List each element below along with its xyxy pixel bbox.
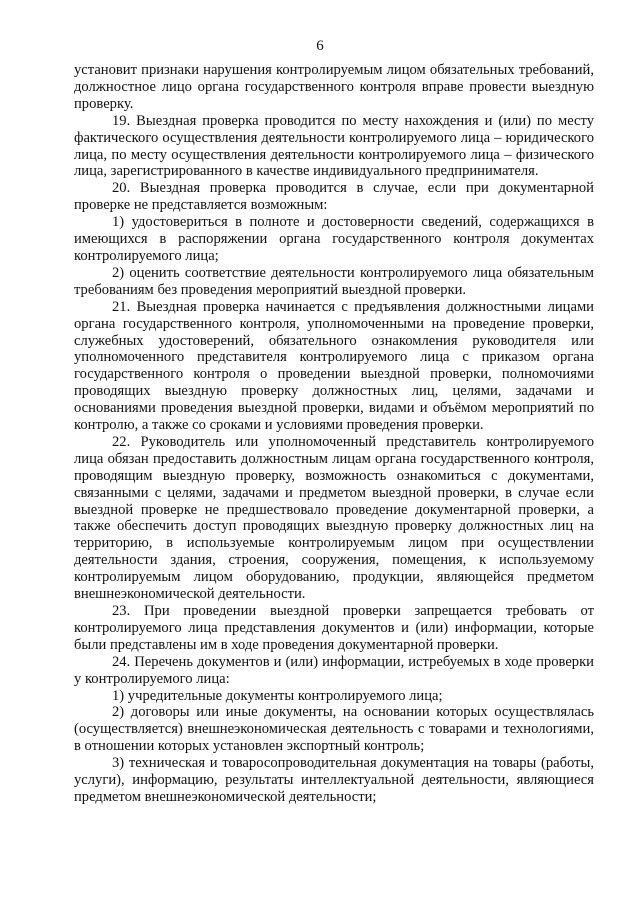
paragraph-20-item-2: 2) оценить соответствие деятельности контролируемого лица обязательным требованиям без проведения мероприятий выездной проверки. [74, 264, 594, 298]
paragraph-19: 19. Выездная проверка проводится по месту нахождения и (или) по месту фактического осуществления деятельности контролируемого лица – юридического лица, по месту осуществления деятельности контролируемого лица – физического лица, зарегистрированного в качестве индивидуального предпринимателя. [74, 112, 594, 180]
paragraph-24-item-3: 3) техническая и товаросопроводительная документация на товары (работы, услуги), информацию, результаты интеллектуальной деятельности, являющиеся предметом внешнеэкономической деятельности; [74, 755, 594, 805]
paragraph-24: 24. Перечень документов и (или) информации, истребуемых в ходе проверки у контролируемого лица: [74, 653, 594, 687]
paragraph-21: 21. Выездная проверка начинается с предъявления должностными лицами органа государственного контроля, уполномоченными на проведение проверки, служебных удостоверений, обязательного ознакомления руководителя или уполномоченного представителя контролируемого лица с приказом органа государственного контроля о проведении выездной проверки, полномочиями проводящих выездную проверку должностных лиц, целями, задачами и основаниями проведения выездной проверки, видами и объёмом мероприятий по контролю, а также со сроками и условиями проведения проверки. [74, 298, 594, 434]
paragraph-22: 22. Руководитель или уполномоченный представитель контролируемого лица обязан предоставить должностным лицам органа государственного контроля, проводящим выездную проверку, возможность ознакомиться с документами, связанными с целями, задачами и предметом выездной проверки, в случае если выездной проверке не предшествовало проведение документарной проверки, а также обеспечить доступ проводящих выездную проверку должностных лиц на территорию, в используемые контролируемым лицом при осуществлении деятельности здания, строения, сооружения, помещения, к используемому контролируемым лицом оборудованию, продукции, являющейся предметом внешнеэкономической деятельности. [74, 433, 594, 603]
paragraph-20-item-1: 1) удостовериться в полноте и достоверности сведений, содержащихся в имеющихся в распоряжении органа государственного контроля документах контролируемого лица; [74, 214, 594, 264]
paragraph-24-item-2: 2) договоры или иные документы, на основании которых осуществлялась (осуществляется) внешнеэкономическая деятельность с товарами и технологиями, в отношении которых установлен экспортный контроль; [74, 704, 594, 755]
paragraph-23: 23. При проведении выездной проверки запрещается требовать от контролируемого лица представления документов и (или) информации, которые были представлены им в ходе проведения документарной проверки. [74, 603, 594, 653]
paragraph-continuation: установит признаки нарушения контролируемым лицом обязательных требований, должностное лицо органа государственного контроля вправе провести выездную проверку. [74, 62, 594, 112]
paragraph-24-item-1: 1) учредительные документы контролируемого лица; [112, 687, 443, 704]
page-number: 6 [316, 38, 324, 54]
document-body [74, 62, 594, 806]
paragraph-20: 20. Выездная проверка проводится в случае, если при документарной проверке не представляется возможным: [74, 180, 594, 214]
